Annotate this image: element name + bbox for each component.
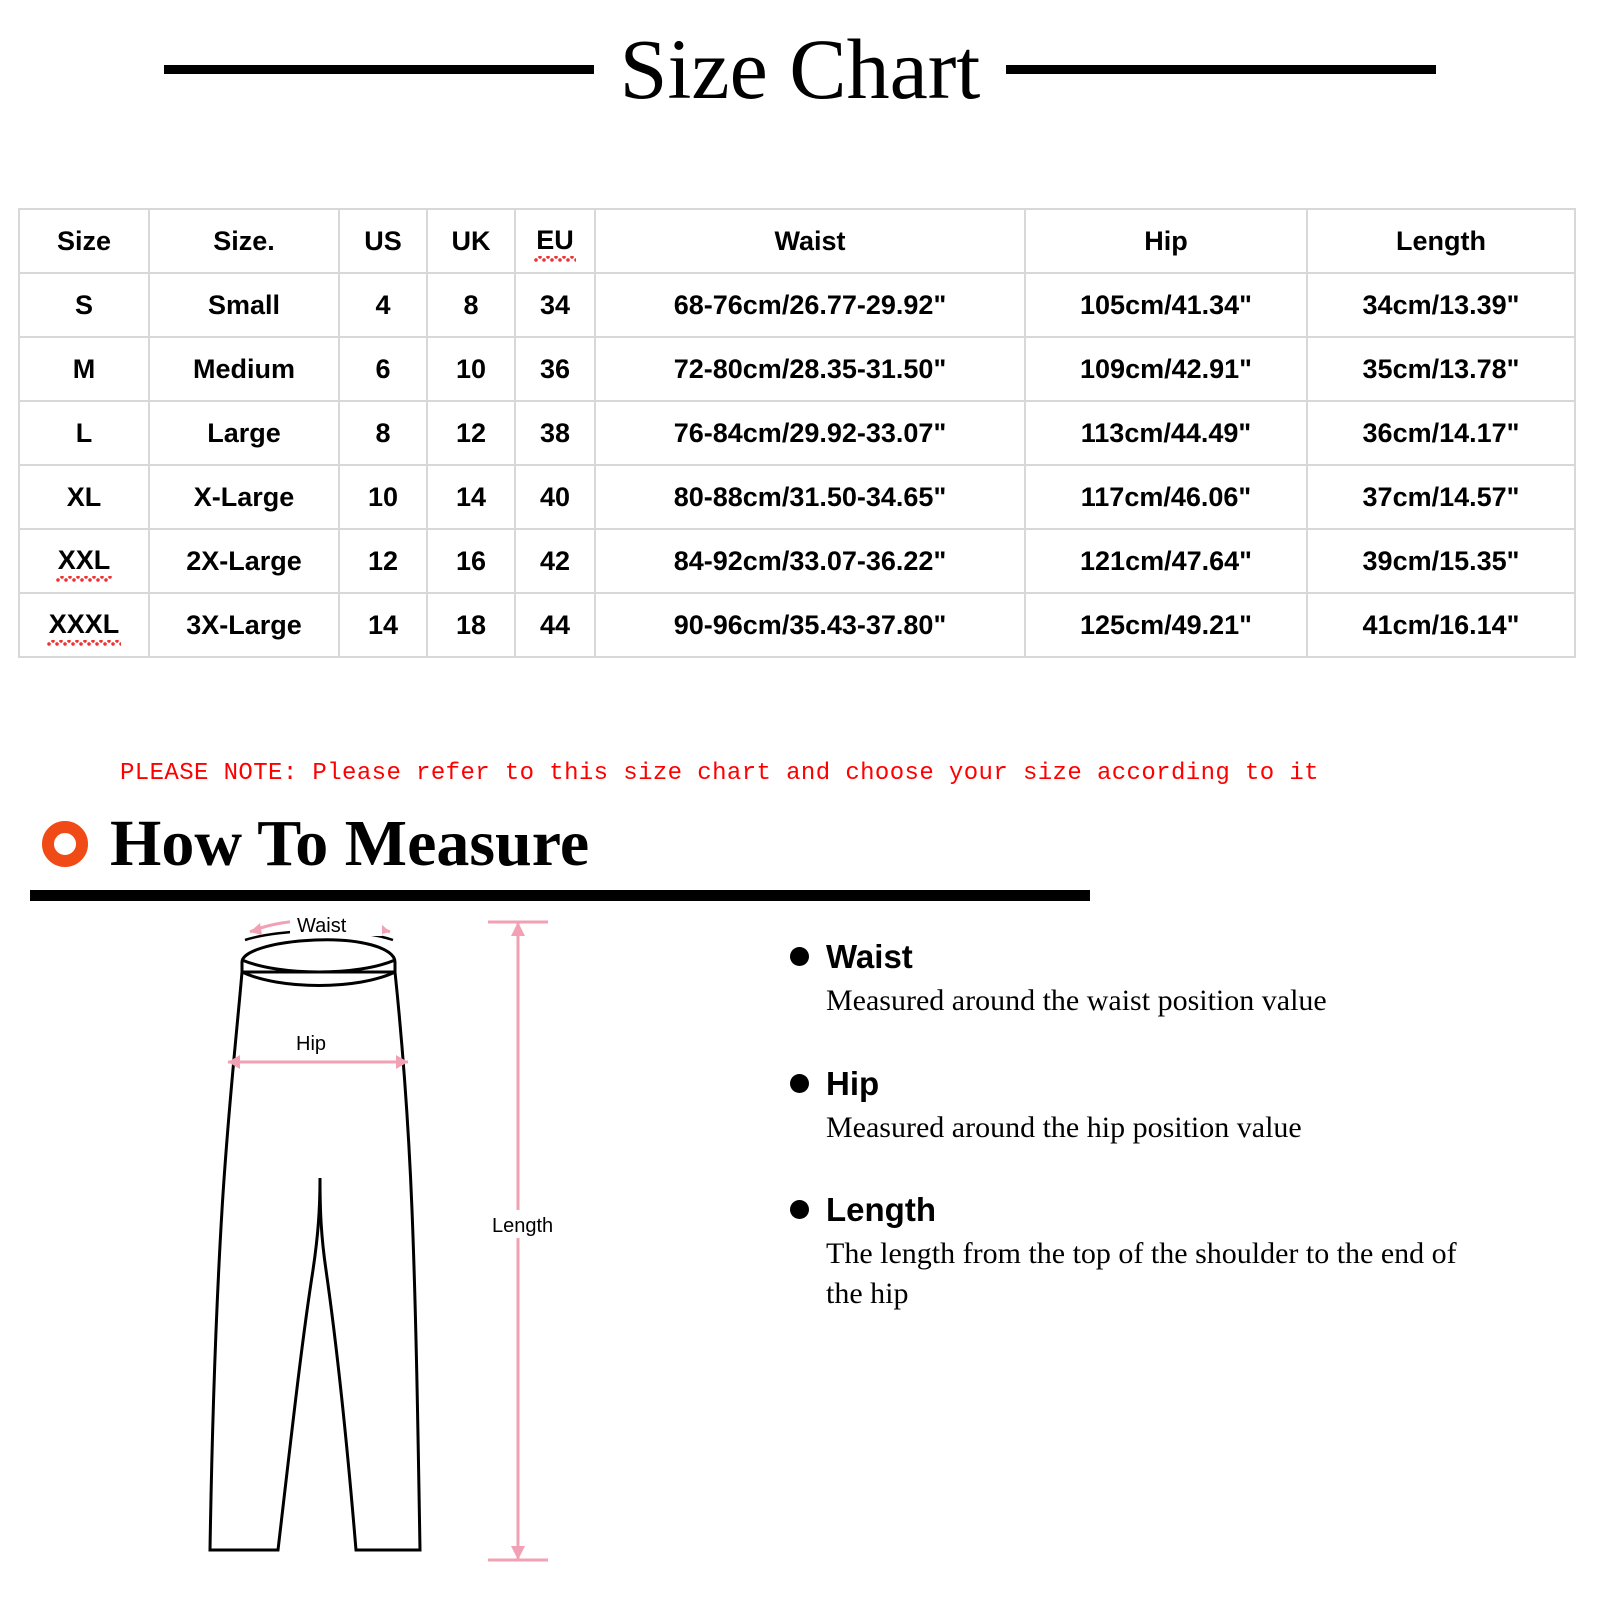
cell-size-name: X-Large [149,465,339,529]
definition-hip [790,1064,1530,1148]
cell-uk: 18 [427,593,515,657]
col-header-us: US [339,209,427,273]
definition-hip-title-row [790,1064,1530,1102]
cell-us: 10 [339,465,427,529]
title-rule-right [1006,65,1436,74]
cell-uk: 12 [427,401,515,465]
cell-uk: 14 [427,465,515,529]
cell-size: M [19,337,149,401]
cell-size [19,593,149,657]
bullet-icon [790,1200,809,1219]
cell-uk: 16 [427,529,515,593]
cell-waist: 76-84cm/29.92-33.07" [595,401,1025,465]
cell-hip: 109cm/42.91" [1025,337,1307,401]
cell-size-name: Large [149,401,339,465]
cell-size: S [19,273,149,337]
cell-eu: 42 [515,529,595,593]
cell-uk: 10 [427,337,515,401]
cell-waist: 84-92cm/33.07-36.22" [595,529,1025,593]
definition-hip-description: Measured around the hip position value [826,1110,1302,1144]
col-header-size-name: Size. [149,209,339,273]
cell-size-name: 2X-Large [149,529,339,593]
please-note-text: PLEASE NOTE: Please refer to this size chart and choose your size according to it [120,760,1319,787]
cell-hip: 117cm/46.06" [1025,465,1307,529]
definition-hip-term: Hip [826,1064,880,1102]
bullet-icon [790,947,809,966]
cell-size-text: XXXL [49,609,120,642]
definition-waist [790,940,1530,1021]
how-to-measure-section [30,806,1130,901]
how-to-measure-rule [30,890,1090,901]
definition-length [790,1193,1530,1313]
cell-size-name: 3X-Large [149,593,339,657]
cell-eu: 38 [515,401,595,465]
how-to-measure-title: How To Measure [110,807,590,880]
col-header-uk: UK [427,209,515,273]
cell-us: 6 [339,337,427,401]
cell-size-text: XXL [58,545,111,578]
table-row [19,401,1575,465]
title-rule-left [164,65,594,74]
diagram-label-waist: Waist [297,915,347,937]
cell-size: L [19,401,149,465]
measurement-definitions [790,940,1530,1359]
ring-icon [42,821,88,867]
table-row [19,593,1575,657]
cell-length: 34cm/13.39" [1307,273,1575,337]
cell-length: 35cm/13.78" [1307,337,1575,401]
diagram-label-length: Length [492,1215,554,1237]
cell-us: 8 [339,401,427,465]
cell-waist: 72-80cm/28.35-31.50" [595,337,1025,401]
cell-size: XL [19,465,149,529]
cell-uk: 8 [427,273,515,337]
size-table-container [18,208,1574,658]
definition-waist-title-row [790,940,1530,973]
cell-us: 14 [339,593,427,657]
definition-length-description: The length from the top of the shoulder to the end of the hip [826,1237,1457,1310]
cell-waist: 90-96cm/35.43-37.80" [595,593,1025,657]
table-row [19,465,1575,529]
cell-hip: 105cm/41.34" [1025,273,1307,337]
definition-length-title-row [790,1191,1530,1229]
cell-eu: 44 [515,593,595,657]
how-to-measure-heading-row [30,806,1130,882]
cell-waist: 68-76cm/26.77-29.92" [595,273,1025,337]
definition-length-term: Length [826,1191,936,1229]
cell-waist: 80-88cm/31.50-34.65" [595,465,1025,529]
cell-size-name: Medium [149,337,339,401]
cell-length: 37cm/14.57" [1307,465,1575,529]
definition-waist-description: Measured around the waist position value [826,984,1327,1017]
bullet-icon [790,1074,809,1093]
col-header-eu [515,209,595,273]
page-title-row [0,14,1600,124]
col-header-size: Size [19,209,149,273]
pants-measurement-diagram [150,910,680,1570]
cell-hip: 113cm/44.49" [1025,401,1307,465]
size-table [18,208,1576,658]
table-row [19,273,1575,337]
cell-eu: 36 [515,337,595,401]
diagram-label-hip: Hip [296,1033,327,1055]
cell-length: 36cm/14.17" [1307,401,1575,465]
page-title: Size Chart [619,21,981,117]
cell-hip: 121cm/47.64" [1025,529,1307,593]
cell-us: 12 [339,529,427,593]
table-row [19,337,1575,401]
col-header-hip: Hip [1025,209,1307,273]
cell-size [19,529,149,593]
definition-waist-term: Waist [826,938,913,975]
cell-length: 41cm/16.14" [1307,593,1575,657]
table-row [19,529,1575,593]
col-header-eu-text: EU [536,225,574,258]
cell-size-name: Small [149,273,339,337]
cell-length: 39cm/15.35" [1307,529,1575,593]
col-header-waist: Waist [595,209,1025,273]
col-header-length: Length [1307,209,1575,273]
cell-eu: 34 [515,273,595,337]
table-header-row [19,209,1575,273]
cell-eu: 40 [515,465,595,529]
cell-us: 4 [339,273,427,337]
cell-hip: 125cm/49.21" [1025,593,1307,657]
